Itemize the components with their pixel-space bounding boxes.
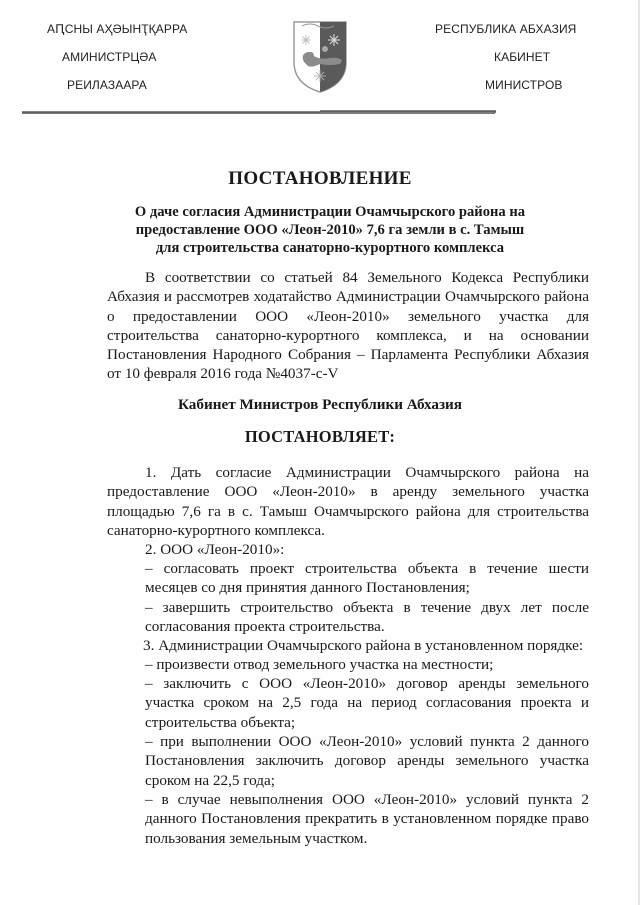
subject-line: О даче согласия Администрации Очамчырского района на	[134, 204, 526, 220]
header-divider-right	[320, 110, 496, 113]
decree-subitem: – при выполнении ООО «Леон-2010» условий пункта 2 данного Постановления заключить договор аренды земельного участка сроком на 22,5 года;	[145, 733, 589, 789]
preamble-paragraph: В соответствии со статьей 84 Земельного Кодекса Республики Абхазия и рассмотрев ходатайство Администрации Очамчырского района о предоставлении ООО «Леон-2010» земельного участка для строительства санаторно-курортного комплекса, и на основании Постановления Народного Собрания – Парламента Республики Абхазия от 10 февраля 2016 года №4037-с-V	[107, 269, 589, 383]
document-title: ПОСТАНОВЛЕНИЕ	[228, 168, 412, 189]
decree-subitem: – согласовать проект строительства объекта в течение шести месяцев со дня принятия данного Постановления;	[145, 560, 589, 597]
header-abkhaz-line: РЕИЛАЗААРА	[67, 78, 147, 92]
issuer-heading: Кабинет Министров Республики Абхазия	[177, 396, 463, 413]
subject-line: предоставление ООО «Леон-2010» 7,6 га земли в с. Тамыш	[135, 222, 525, 238]
decree-heading: ПОСТАНОВЛЯЕТ:	[244, 427, 396, 446]
coat-of-arms-icon	[290, 18, 350, 94]
subject-line: для строительства санаторно-курортного комплекса	[155, 240, 505, 256]
decree-subitem: – заключить с ООО «Леон-2010» договор аренды земельного участка сроком на 2,5 года на период согласования проекта и строительства объекта;	[145, 675, 589, 731]
header-russian-line: РЕСПУБЛИКА АБХАЗИЯ	[435, 22, 577, 36]
decree-subitem: – завершить строительство объекта в течение двух лет после согласования проекта строительства.	[145, 599, 589, 636]
header-abkhaz-line: АМИНИСТРЦӘА	[62, 50, 157, 64]
decree-subitem: – произвести отвод земельного участка на местности;	[145, 656, 494, 673]
decree-item-2: 2. ООО «Леон-2010»:	[145, 541, 285, 558]
decree-item-1: 1. Дать согласие Администрации Очамчырского района на предоставление ООО «Леон-2010» в аренду земельного участка площадью 7,6 га в с. Тамыш Очамчырского района для строительства санаторно-курортного комплекса.	[107, 464, 589, 539]
document-subject	[100, 203, 560, 257]
header-abkhaz-line: АԤСНЫ АҲӘЫНҬҚАРРА	[47, 22, 188, 36]
decree-item-3: 3. Администрации Очамчырского района в установленном порядке:	[143, 637, 584, 654]
header-russian-line: КАБИНЕТ	[494, 50, 551, 64]
decree-subitem: – в случае невыполнения ООО «Леон-2010» условий пункта 2 данного Постановления прекратить в установленном порядке право пользования земельным участком.	[145, 791, 589, 847]
header-russian-line: МИНИСТРОВ	[485, 78, 563, 92]
